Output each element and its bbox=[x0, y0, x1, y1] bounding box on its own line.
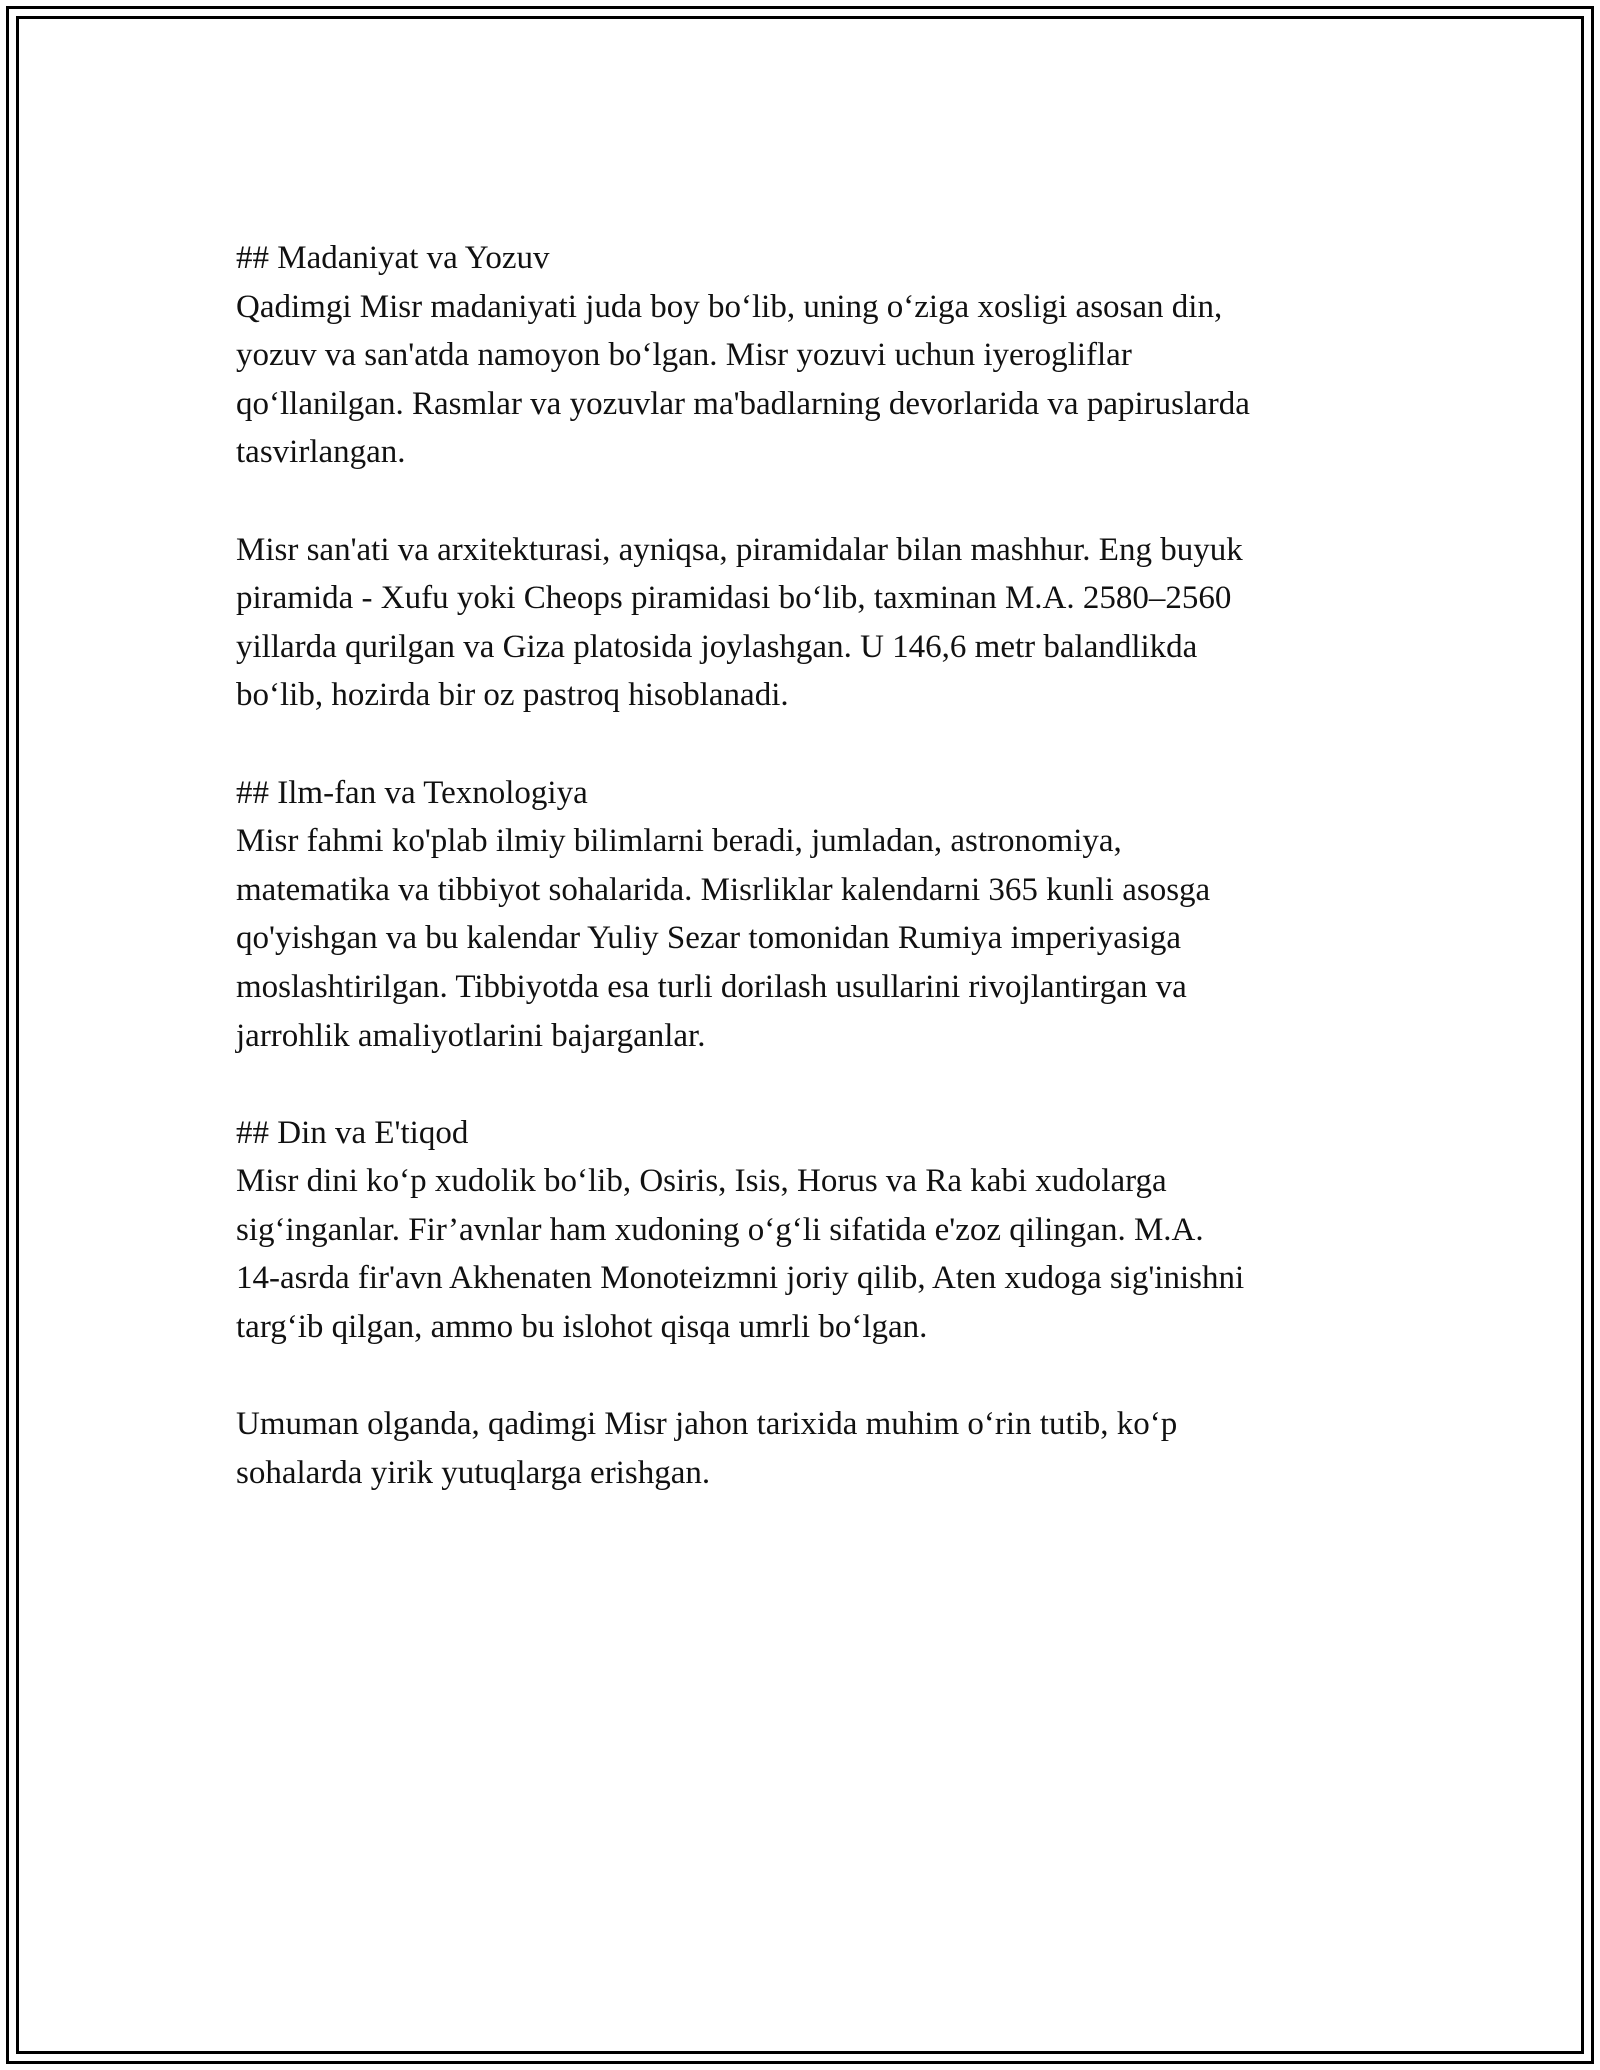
document-body bbox=[236, 234, 1376, 1497]
paragraph-line: sohalarda yirik yutuqlarga erishgan. bbox=[236, 1454, 711, 1491]
paragraph-line: moslashtirilgan. Tibbiyotda esa turli dorilash usullarini rivojlantirgan va bbox=[236, 968, 1187, 1005]
paragraph-line: qo‘llanilgan. Rasmlar va yozuvlar ma'badlarning devorlarida va papiruslarda bbox=[236, 385, 1250, 422]
paragraph-line: piramida - Xufu yoki Cheops piramidasi bo‘lib, taxminan M.A. 2580–2560 bbox=[236, 580, 1232, 617]
paragraph-line: Misr san'ati va arxitekturasi, ayniqsa, piramidalar bilan mashhur. Eng buyuk bbox=[236, 531, 1243, 568]
paragraph-line: sig‘inganlar. Fir’avnlar ham xudoning o‘g‘li sifatida e'zoz qilingan. M.A. bbox=[236, 1211, 1204, 1248]
blank-line bbox=[236, 1060, 1376, 1109]
paragraph-line: Qadimgi Misr madaniyati juda boy bo‘lib, uning o‘ziga xosligi asosan din, bbox=[236, 288, 1223, 325]
paragraph-line: 14-asrda fir'avn Akhenaten Monoteizmni joriy qilib, Aten xudoga sig'inishni bbox=[236, 1260, 1245, 1297]
paragraph-line: Umuman olganda, qadimgi Misr jahon tarixida muhim o‘rin tutib, ko‘p bbox=[236, 1406, 1178, 1443]
paragraph-line: Misr fahmi ko'plab ilmiy bilimlarni beradi, jumladan, astronomiya, bbox=[236, 823, 1122, 860]
section-heading: ## Ilm-fan va Texnologiya bbox=[236, 774, 588, 811]
section-heading: ## Madaniyat va Yozuv bbox=[236, 240, 550, 276]
section-heading: ## Din va E'tiqod bbox=[236, 1114, 469, 1151]
blank-line bbox=[236, 1352, 1376, 1401]
paragraph-line: yillarda qurilgan va Giza platosida joylashgan. U 146,6 metr balandlikda bbox=[236, 628, 1198, 665]
paragraph-line: Misr dini ko‘p xudolik bo‘lib, Osiris, Isis, Horus va Ra kabi xudolarga bbox=[236, 1163, 1167, 1200]
paragraph-line: tasvirlangan. bbox=[236, 434, 406, 471]
paragraph-line: jarrohlik amaliyotlarini bajarganlar. bbox=[236, 1017, 706, 1054]
paragraph-line: matematika va tibbiyot sohalarida. Misrliklar kalendarni 365 kunli asosga bbox=[236, 871, 1211, 908]
blank-line bbox=[236, 720, 1376, 769]
blank-line bbox=[236, 477, 1376, 526]
paragraph-line: yozuv va san'atda namoyon bo‘lgan. Misr yozuvi uchun iyerogliflar bbox=[236, 337, 1132, 374]
paragraph-line: bo‘lib, hozirda bir oz pastroq hisoblanadi. bbox=[236, 677, 789, 714]
paragraph-line: qo'yishgan va bu kalendar Yuliy Sezar tomonidan Rumiya imperiyasiga bbox=[236, 920, 1182, 957]
paragraph-line: targ‘ib qilgan, ammo bu islohot qisqa umrli bo‘lgan. bbox=[236, 1309, 928, 1346]
